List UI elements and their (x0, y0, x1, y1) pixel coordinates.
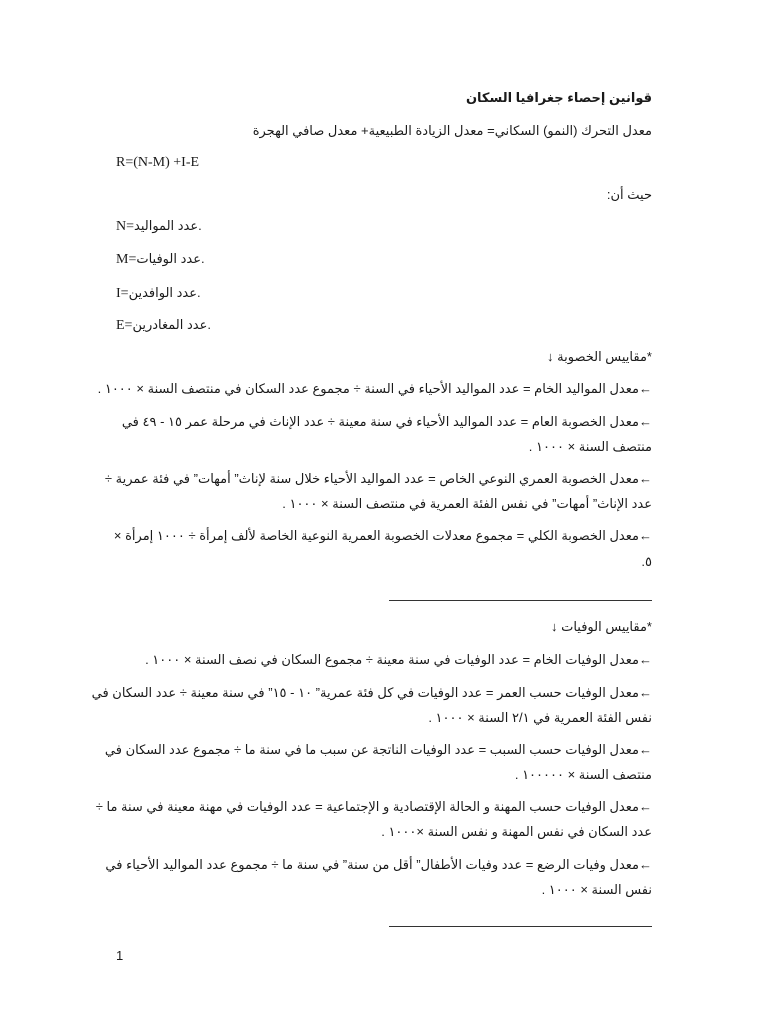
definition-e (116, 317, 211, 334)
mortality-item-line: نفس الفئة العمرية في ٢/١ السنة × ١٠٠٠ . (428, 710, 652, 725)
growth-rate-definition: معدل التحرك (النمو) السكاني= معدل الزيادة الطبيعية+ معدل صافي الهجرة (252, 123, 652, 138)
fertility-item-line: ←معدل الخصوبة العام = عدد المواليد الأحياء في سنة معينة ÷ عدد الإناث في مرحلة عمر ١٥ - ٤٩ في (121, 414, 652, 429)
mortality-item-line: ←معدل الوفيات حسب المهنة و الحالة الإقتصادية و الإجتماعية = عدد الوفيات في مهنة معينة في سنة ما ÷ (95, 799, 652, 814)
definition-symbol: M= (116, 252, 137, 267)
mortality-item-line: عدد السكان في نفس المهنة و نفس السنة ×١٠٠٠ . (381, 824, 652, 839)
fertility-item-line: ←معدل المواليد الخام = عدد المواليد الأحياء في السنة ÷ مجموع عدد السكان في منتصف السنة × ١٠٠٠ . (97, 381, 652, 396)
mortality-item-line: ←معدل الوفيات حسب السبب = عدد الوفيات الناتجة عن سبب ما في سنة ما ÷ مجموع عدد السكان في (104, 742, 652, 757)
section-divider (389, 600, 652, 601)
fertility-item-line: ←معدل الخصوبة الكلي = مجموع معدلات الخصوبة العمرية النوعية الخاصة لألف إمرأة ÷ ١٠٠٠ إمرأة × (113, 528, 652, 543)
fertility-item-line: ٥. (641, 554, 652, 569)
definition-n (116, 218, 202, 235)
definition-m (116, 251, 205, 268)
definition-symbol: I= (116, 286, 129, 301)
fertility-heading: *مقاييس الخصوبة ↓ (547, 349, 652, 364)
mortality-item-line: ←معدل الوفيات حسب العمر = عدد الوفيات في كل فئة عمرية” ١٠ - ١٥” في سنة معينة ÷ عدد السكان في (91, 685, 652, 700)
mortality-item-line: ←معدل وفيات الرضع = عدد وفيات الأطفال” أقل من سنة” في سنة ما ÷ مجموع عدد المواليد الأحياء في (105, 857, 652, 872)
definition-symbol: E= (116, 318, 133, 333)
mortality-item-line: ←معدل الوفيات الخام = عدد الوفيات في سنة معينة ÷ مجموع السكان في نصف السنة × ١٠٠٠ . (145, 652, 652, 667)
mortality-heading: *مقاييس الوفيات ↓ (550, 619, 652, 634)
fertility-item-line: ←معدل الخصوبة العمري النوعي الخاص = عدد المواليد الأحياء خلال سنة لإناث” أمهات” في فئة عمرية ÷ (104, 471, 652, 486)
definition-text: عدد الوفيات. (136, 251, 205, 266)
fertility-item-line: عدد الإناث” أمهات” في نفس الفئة العمرية في منتصف السنة × ١٠٠٠ . (282, 496, 652, 511)
where-label: حيث أن: (606, 187, 652, 202)
definition-text: عدد الوافدين. (128, 285, 201, 300)
section-divider (389, 926, 652, 927)
definition-symbol: N= (116, 219, 135, 234)
definition-i (116, 285, 201, 302)
growth-formula: R=(N-M) +I-E (116, 155, 200, 170)
definition-text: عدد المواليد. (134, 218, 202, 233)
page-number: 1 (116, 948, 124, 963)
definition-text: عدد المغادرين. (132, 317, 211, 332)
doc-title: قوانين إحصاء جغرافيا السكان (465, 90, 652, 105)
mortality-item-line: نفس السنة × ١٠٠٠ . (541, 882, 652, 897)
mortality-item-line: منتصف السنة × ١٠٠٠٠٠ . (514, 767, 652, 782)
fertility-item-line: منتصف السنة × ١٠٠٠ . (528, 439, 652, 454)
